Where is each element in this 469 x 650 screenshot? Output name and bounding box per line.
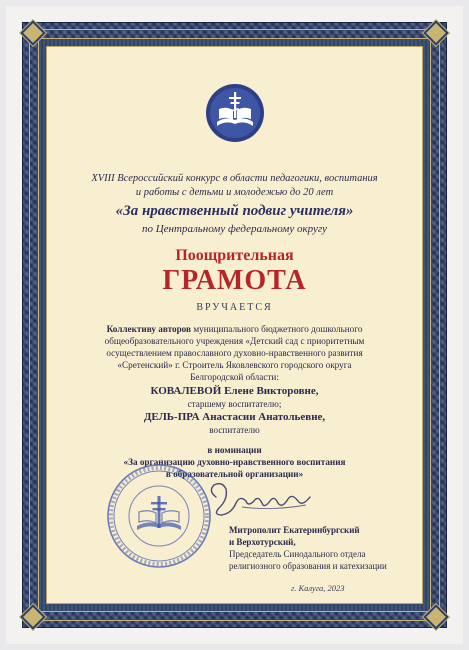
person-name: ДЕЛЬ-ПРА Анастасии Анатольевне, [143,411,326,423]
signatory-title: Митрополит Екатеринбургский [229,525,360,535]
place-and-date: г. Калуга, 2023 [291,583,345,593]
award-type: Поощрительная [175,247,294,264]
nomination-title: «За организацию духовно-нравственного воспитания [123,457,346,467]
handwritten-signature [202,477,322,527]
contest-slogan: «За нравственный подвиг учителя» [115,203,354,219]
recipient-line: Белгородской области: [190,372,279,382]
recipient-lead: Коллективу авторов [106,324,192,334]
recipient-line [47,324,422,334]
recipient-line: «Сретенский» г. Строитель Яковлевского городского округа [117,360,352,370]
recipient-line: общеобразовательного учреждения «Детский сад с приоритетным [104,336,365,346]
signatory-position: религиозного образования и катехизации [229,561,387,571]
signatory-position: Председатель Синодального отдела [229,549,366,559]
official-stamp [105,462,213,570]
certificate-paper [47,47,422,603]
person-role: старшему воспитателю; [187,399,282,409]
nomination-label: в номинации [207,445,262,455]
nomination-title: в образовательной организации» [165,469,304,479]
recipient-line-rest: муниципального бюджетного дошкольного [191,324,363,334]
contest-district: по Центральному федеральному округу [141,223,328,235]
scanned-page [6,6,463,644]
recipient-line: осуществлением православного духовно-нравственного развития [106,348,363,358]
presented-label: ВРУЧАЕТСЯ [196,302,273,313]
church-emblem-icon [204,82,266,144]
award-title: ГРАМОТА [162,265,307,296]
signatory-title: и Верхотурский, [229,537,296,547]
contest-title-line: XVIII Всероссийский конкурс в области педагогики, воспитания [91,173,378,184]
person-role: воспитателю [209,425,260,435]
contest-title-line: и работы с детьми и молодежью до 20 лет [135,187,334,198]
person-name: КОВАЛЕВОЙ Елене Викторовне, [150,385,319,397]
